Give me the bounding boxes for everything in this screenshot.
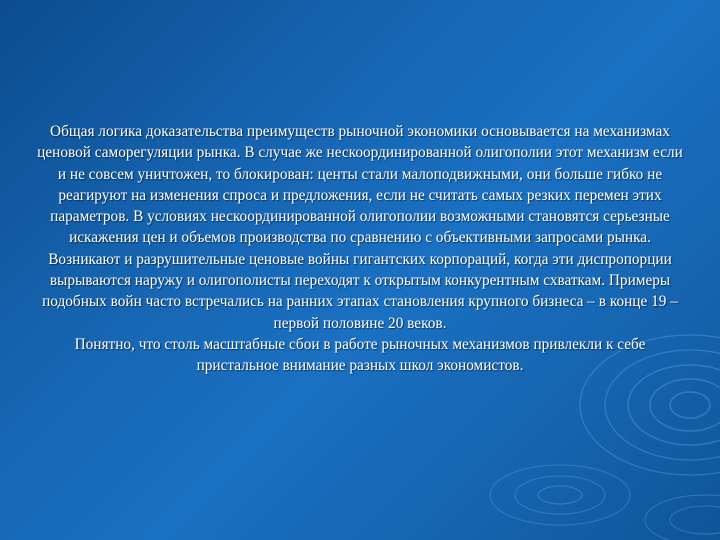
slide-text — [36, 121, 684, 377]
main-paragraph: Общая логика доказательства преимуществ рыночной экономики основывается на механизмах ценовой саморегуляции рынка. В случае же нескоординированной олигополии этот механизм если и не совсем уничтожен, то блокирован: центы стали малоподвижными, они больше гибко не реагируют на изменения спроса и предложения, если не считать самых резких перемен этих параметров. В условиях нескоординированной олигополии возможными становятся серьезные искажения цен и объемов производства по сравнению с объективными запросами рынка. Возникают и разрушительные ценовые войны гигантских корпораций, когда эти диспропорции вырываются наружу и олигополисты переходят к открытым конкурентным схваткам. Примеры подобных войн часто встречались на ранних этапах становления крупного бизнеса – в конце 19 – первой половине 20 веков. — [37, 123, 683, 332]
closing-paragraph: Понятно, что столь масштабные сбои в работе рыночных механизмов привлекли к себе пристальное внимание разных школ экономистов. — [74, 335, 646, 375]
